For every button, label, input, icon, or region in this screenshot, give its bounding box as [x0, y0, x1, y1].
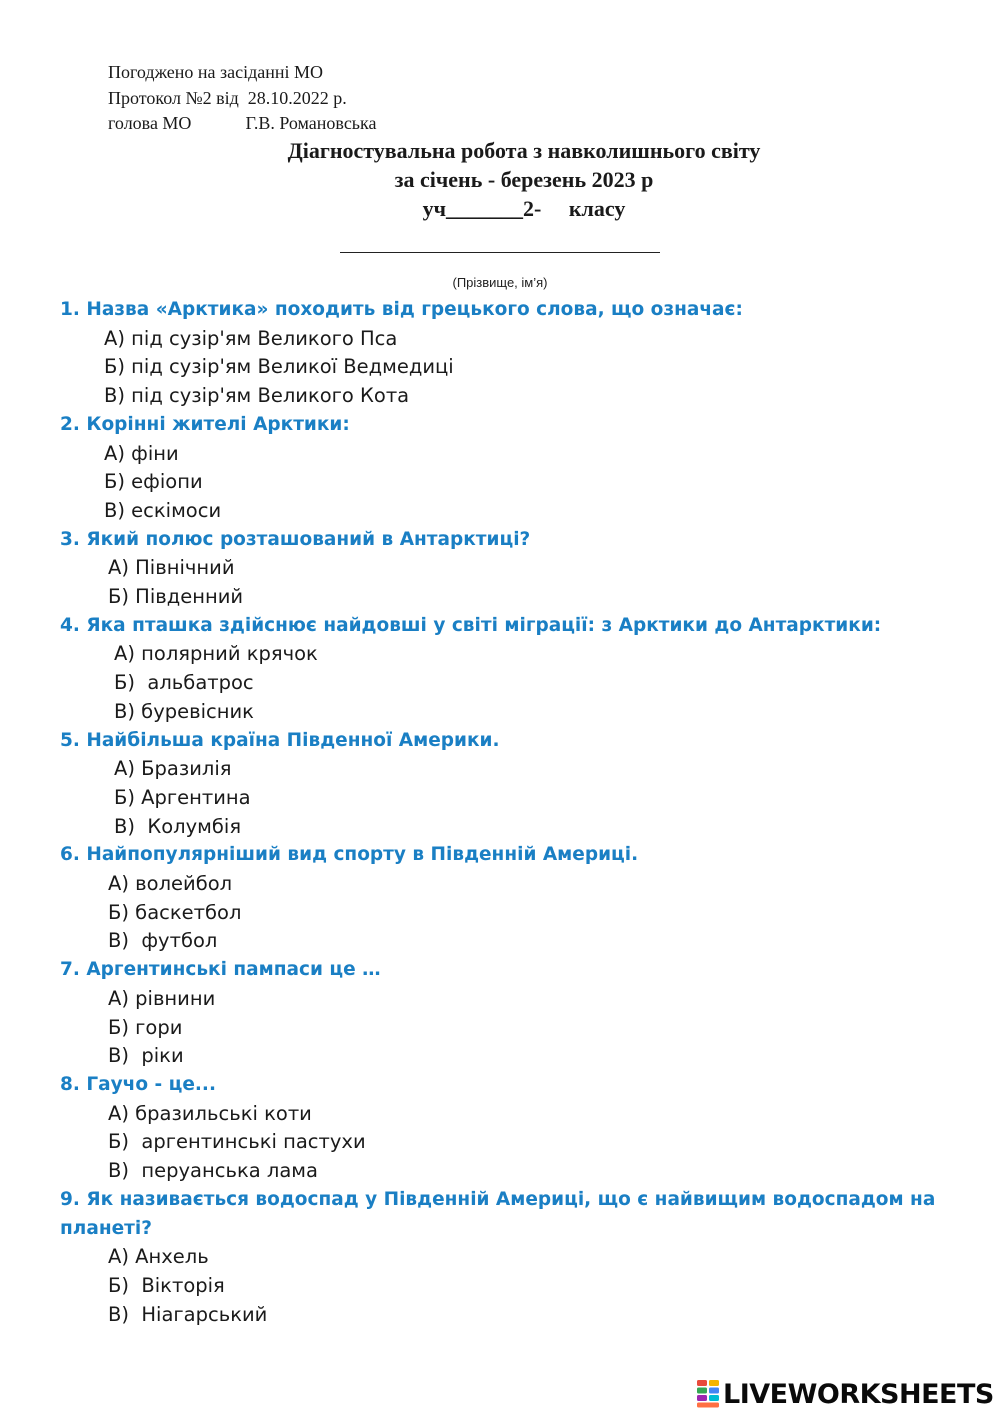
question-1	[60, 296, 940, 411]
question-title: 5. Найбільша країна Південної Америки.	[60, 729, 500, 751]
question-7	[60, 956, 940, 1071]
answer-option[interactable]: В) ескімоси	[104, 498, 222, 522]
question-title: 9. Як називається водоспад у Південній Америці, що є найвищим водоспадом на планеті?	[60, 1188, 936, 1239]
question-4	[60, 612, 940, 727]
answer-option[interactable]: В) під сузір'ям Великого Кота	[104, 384, 410, 408]
answer-option[interactable]: В) буревісник	[114, 699, 254, 723]
student-name-field[interactable]	[340, 252, 660, 253]
questions-list	[60, 296, 940, 1329]
question-8	[60, 1071, 940, 1186]
question-2	[60, 411, 940, 526]
title-line-2: за січень - березень 2023 р	[394, 167, 654, 192]
answer-option[interactable]: А) Бразилія	[114, 757, 232, 781]
answer-option[interactable]: Б) аргентинські пастухи	[108, 1130, 366, 1154]
answer-option[interactable]: А) під сузір'ям Великого Пса	[104, 326, 398, 350]
answer-option[interactable]: А) Північний	[108, 556, 235, 580]
answer-option[interactable]: В) Ніагарський	[108, 1302, 268, 1326]
question-title: 7. Аргентинські пампаси це …	[60, 959, 381, 981]
answer-option[interactable]: В) перуанська лама	[108, 1159, 318, 1183]
answer-option[interactable]: Б) гори	[108, 1015, 183, 1039]
answer-option[interactable]: Б) Аргентина	[114, 785, 251, 809]
answer-option[interactable]: Б) ефіопи	[104, 470, 203, 494]
answer-option[interactable]: А) Анхель	[108, 1245, 209, 1269]
question-title: 2. Корінні жителі Арктики:	[60, 413, 350, 435]
title-line-1: Діагностувальна робота з навколишнього світу	[287, 138, 761, 163]
student-name-caption: (Прізвище, ім’я)	[452, 275, 548, 290]
approval-line-3	[108, 111, 376, 137]
question-title: 8. Гаучо - це...	[60, 1073, 216, 1095]
approval-role: голова МО	[108, 113, 192, 133]
title-line-3: уч_______2- класу	[422, 196, 626, 221]
answer-option[interactable]: В) ріки	[108, 1044, 184, 1068]
answer-option[interactable]: В) футбол	[108, 929, 218, 953]
question-title: 3. Який полюс розташований в Антарктиці?	[60, 528, 531, 550]
answer-option[interactable]: Б) баскетбол	[108, 900, 242, 924]
answer-option[interactable]: Б) Вікторія	[108, 1273, 225, 1297]
question-title: 4. Яка пташка здійснює найдовші у світі міграції: з Арктики до Антарктики:	[60, 614, 882, 636]
liveworksheets-logo-icon	[697, 1380, 719, 1408]
answer-option[interactable]: Б) Південний	[108, 585, 244, 609]
worksheet-title	[0, 136, 1000, 223]
question-6	[60, 841, 940, 956]
answer-option[interactable]: А) рівнини	[108, 986, 216, 1010]
answer-option[interactable]: А) бразильські коти	[108, 1101, 312, 1125]
answer-option[interactable]: Б) альбатрос	[114, 671, 254, 695]
question-9	[60, 1186, 940, 1330]
approval-line-2: Протокол №2 від 28.10.2022 р.	[108, 87, 347, 108]
approval-block	[108, 60, 376, 137]
approval-line-1: Погоджено на засіданні МО	[108, 62, 324, 82]
answer-option[interactable]: Б) під сузір'ям Великої Ведмедиці	[104, 355, 454, 379]
liveworksheets-logo-text: LIVEWORKSHEETS	[723, 1378, 994, 1410]
liveworksheets-logo	[697, 1378, 994, 1410]
question-3	[60, 526, 940, 612]
answer-option[interactable]: В) Колумбія	[114, 814, 242, 838]
approval-signer: Г.В. Романовська	[245, 113, 377, 133]
answer-option[interactable]: А) фіни	[104, 441, 179, 465]
question-title: 1. Назва «Арктика» походить від грецького слова, що означає:	[60, 299, 743, 320]
answer-option[interactable]: А) волейбол	[108, 872, 233, 896]
answer-option[interactable]: А) полярний крячок	[114, 642, 318, 666]
question-title: 6. Найпопулярніший вид спорту в Південній Америці.	[60, 844, 639, 866]
question-5	[60, 727, 940, 842]
